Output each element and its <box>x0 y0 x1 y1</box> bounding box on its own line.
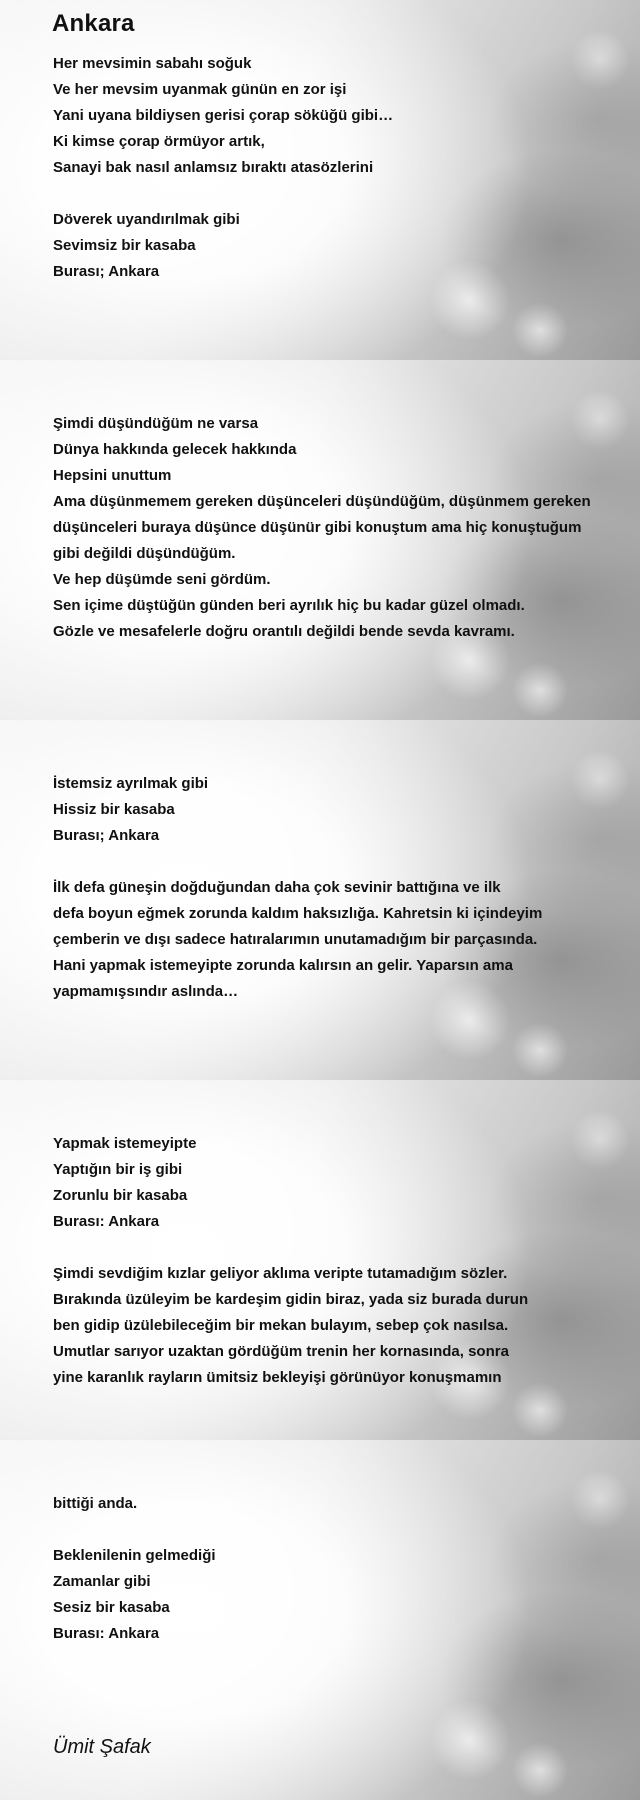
poem-line: İstemsiz ayrılmak gibi <box>53 775 209 792</box>
poem-line: Yaptığın bir iş gibi <box>53 1161 183 1178</box>
poem-line: Hani yapmak istemeyipte zorunda kalırsın an gelir. Yaparsın ama <box>53 957 513 974</box>
poem-line: Sanayi bak nasıl anlamsız bıraktı atasözlerini <box>53 159 374 176</box>
poem-line: Dünya hakkında gelecek hakkında <box>53 441 297 458</box>
poem-text-block-3 <box>53 771 633 1005</box>
poem-line: yine karanlık rayların ümitsiz bekleyişi görünüyor konuşmamın <box>53 1369 502 1386</box>
poem-line: Burası: Ankara <box>53 1625 160 1642</box>
poem-line: Gözle ve mesafelerle doğru orantılı değildi bende sevda kavramı. <box>53 623 515 640</box>
poem-line: yapmamışsındır aslında… <box>53 983 239 1000</box>
poem-line: İlk defa güneşin doğduğundan daha çok sevinir battığına ve ilk <box>53 879 501 896</box>
poem-panel-5 <box>0 1440 640 1800</box>
poem-line: düşünceleri buraya düşünce düşünür gibi konuştum ama hiç konuştuğum <box>53 519 582 536</box>
poem-line: Yapmak istemeyipte <box>53 1135 197 1152</box>
poem-line: Burası: Ankara <box>53 1213 160 1230</box>
poem-line: bittiği anda. <box>53 1495 138 1512</box>
poem-line: Şimdi sevdiğim kızlar geliyor aklıma veripte tutamadığım sözler. <box>53 1265 508 1282</box>
poem-line: Umutlar sarıyor uzaktan gördüğüm trenin her kornasında, sonra <box>53 1343 509 1360</box>
poem-line: çemberin ve dışı sadece hatıralarımın unutamadığım bir parçasında. <box>53 931 538 948</box>
author-signature: Ümit Şafak <box>53 1736 151 1758</box>
poem-panel-4 <box>0 1080 640 1440</box>
poem-line: Şimdi düşündüğüm ne varsa <box>53 415 259 432</box>
stanza-break <box>53 1517 633 1543</box>
poem-line: Her mevsimin sabahı soğuk <box>53 55 252 72</box>
stanza-break <box>53 849 633 875</box>
poem-line: Burası; Ankara <box>53 263 160 280</box>
stanza-break <box>53 181 633 207</box>
poem-text-block-1 <box>53 51 633 285</box>
poem-text-block-4 <box>53 1131 633 1391</box>
poem-line: Ve hep düşümde seni gördüm. <box>53 571 271 588</box>
poem-line: Hissiz bir kasaba <box>53 801 175 818</box>
poem-line: Ama düşünmemem gereken düşünceleri düşündüğüm, düşünmem gereken <box>53 493 591 510</box>
poem-text-block-5 <box>53 1491 633 1647</box>
poem-line: Bırakında üzüleyim be kardeşim gidin biraz, yada siz burada durun <box>53 1291 529 1308</box>
poem-line: Sen içime düştüğün günden beri ayrılık hiç bu kadar güzel olmadı. <box>53 597 525 614</box>
poem-line: ben gidip üzülebileceğim bir mekan bulayım, sebep çok nasılsa. <box>53 1317 509 1334</box>
poem-line: Burası; Ankara <box>53 827 160 844</box>
poem-line: Sesiz bir kasaba <box>53 1599 170 1616</box>
poem-title: Ankara <box>52 10 135 37</box>
poem-text-block-2 <box>53 411 633 645</box>
poem-panel-3 <box>0 720 640 1080</box>
poem-panel-2 <box>0 360 640 720</box>
poem-line: Sevimsiz bir kasaba <box>53 237 196 254</box>
stanza-break <box>53 1235 633 1261</box>
poem-line: Zorunlu bir kasaba <box>53 1187 188 1204</box>
poem-line: gibi değildi düşündüğüm. <box>53 545 236 562</box>
poem-line: Ve her mevsim uyanmak günün en zor işi <box>53 81 347 98</box>
poem-panel-1 <box>0 0 640 360</box>
poem-line: Döverek uyandırılmak gibi <box>53 211 240 228</box>
poem-line: Yani uyana bildiysen gerisi çorap söküğü gibi… <box>53 107 394 124</box>
poem-line: Ki kimse çorap örmüyor artık, <box>53 133 265 150</box>
poem-line: Hepsini unuttum <box>53 467 172 484</box>
poem-line: Beklenilenin gelmediği <box>53 1547 216 1564</box>
poem-line: defa boyun eğmek zorunda kaldım haksızlığa. Kahretsin ki içindeyim <box>53 905 543 922</box>
poem-line: Zamanlar gibi <box>53 1573 151 1590</box>
